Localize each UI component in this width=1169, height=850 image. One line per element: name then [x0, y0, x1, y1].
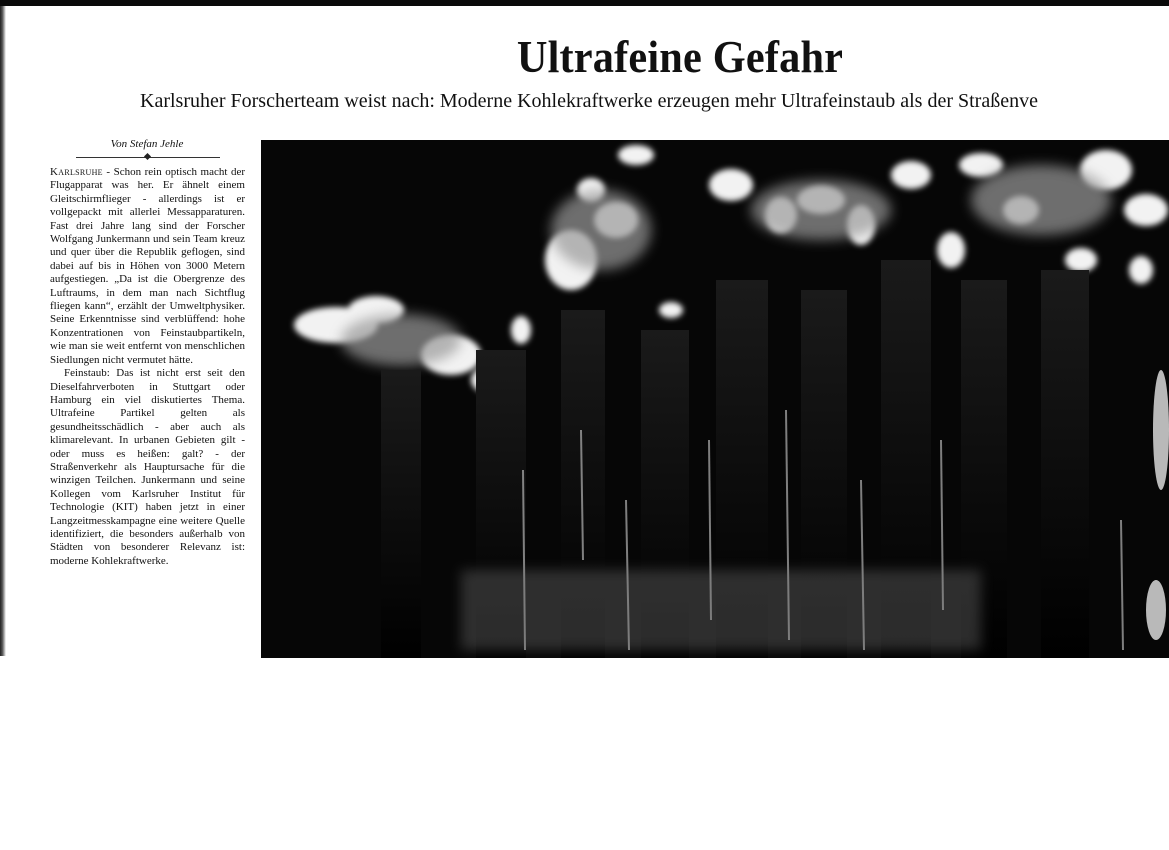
- subheadline: Karlsruher Forscherteam weist nach: Moderne Kohlekraftwerke erzeugen mehr Ultrafeinstaub als der Straßenve: [140, 90, 1038, 112]
- ground-haze: [461, 570, 981, 650]
- article-body: [50, 166, 245, 568]
- article-paragraph-1: [50, 166, 245, 367]
- headline: Ultrafeine Gefahr: [516, 31, 844, 82]
- article-paragraph-2: Feinstaub: Das ist nicht erst seit den Dieselfahrverboten in Stuttgart oder Hamburg ein viel diskutiertes Thema. Ultrafeine Partikel gelten als gesundheitsschädlich - aber auch als klimarelevant. In urbanen Gebieten gilt - oder muss es heißen: galt? - der Straßenverkehr als Hauptursache für die winzigen Teilchen. Junkermann und seine Kollegen vom Karlsruher Institut für Technologie (KIT) haben jetzt in einer Langzeitmesskampagne eine weitere Quelle identifiziert, die besonders außerhalb von Städten von besonderer Relevanz ist: moderne Kohlekraftwerke.: [50, 367, 245, 567]
- paragraph-1-text: - Schon rein optisch macht der Flugapparat was her. Er ähnelt einem Gleitschirmflieger - allerdings ist er vollgepackt mit allerlei Messapparaturen. Fast drei Jahre lang sind der Forscher Wolfgang Junkermann und sein Team kreuz und quer über die Republik geflogen, sind dabei auf bis in Höhen von 3000 Metern aufgestiegen. „Da ist die Obergrenze des Luftraums, in dem man nach Sichtflug fliegen kann“, erzählt der Umweltphysiker. Seine Erkenntnisse sind verblüffend: hohe Konzentrationen von Feinstaubpartikeln, wie man sie weit entfernt von menschlichen Siedlungen nicht vermutet hätte.: [50, 166, 245, 366]
- scan-left-edge: [0, 6, 6, 656]
- byline-ornament: [144, 153, 151, 160]
- dateline: Karlsruhe: [50, 166, 103, 178]
- top-border-rule: [0, 0, 1169, 6]
- byline: Von Stefan Jehle: [110, 138, 184, 150]
- power-plant-smoke-photo: [261, 140, 1169, 658]
- photo-graphic: [261, 140, 1169, 658]
